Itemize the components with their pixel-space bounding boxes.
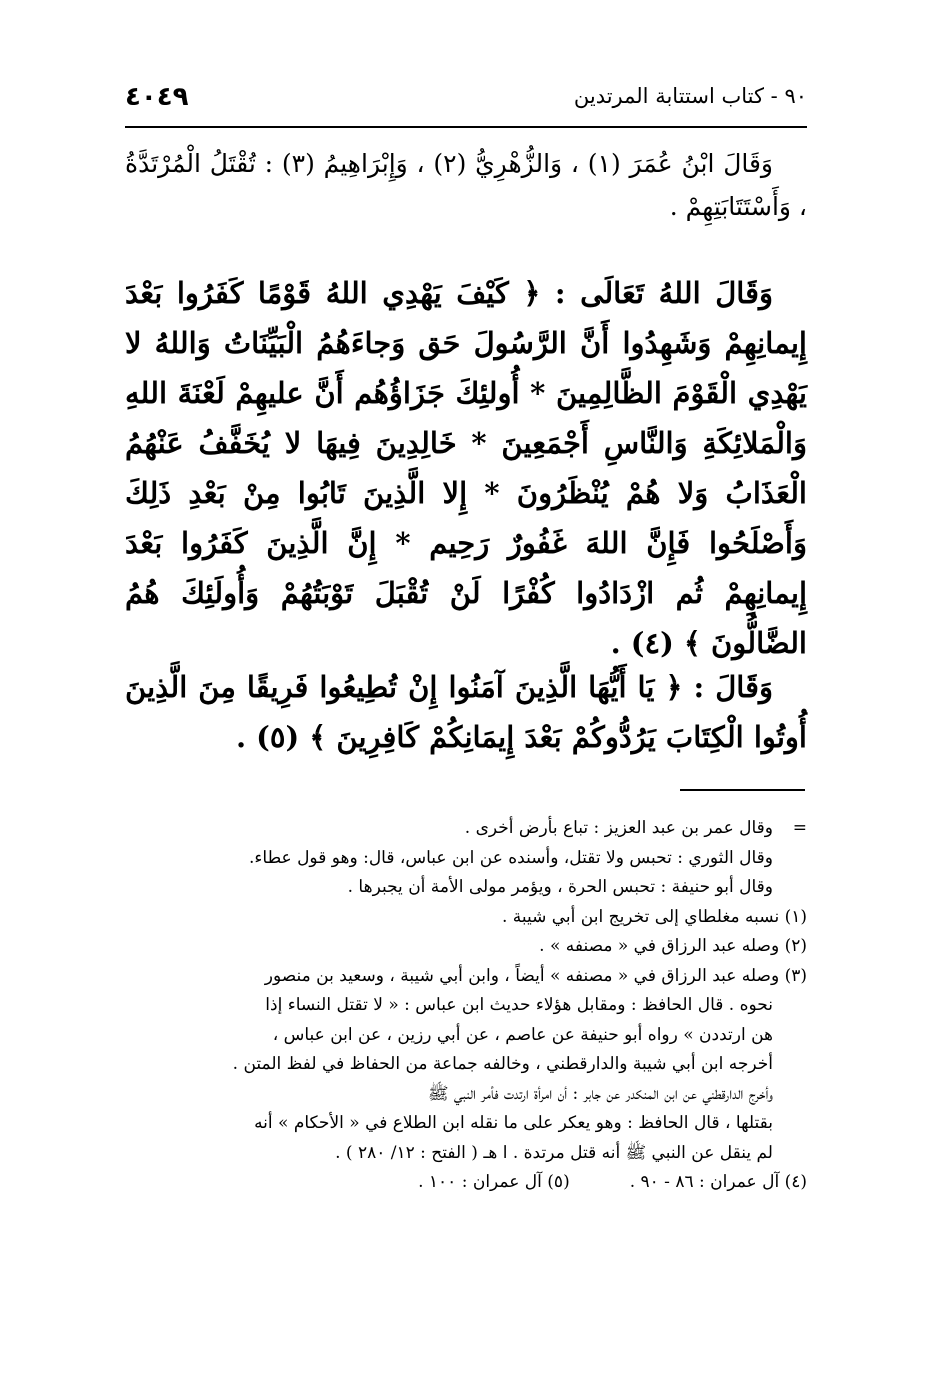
- footnote-3: (٣) وصله عبد الرزاق في « مصنفه » أيضاً ، وابن أبي شيبة ، وسعيد بن منصور: [264, 965, 807, 986]
- paragraph-narrations: [125, 142, 807, 228]
- header-rule: [125, 126, 807, 128]
- chapter-title: ٩٠ - كتاب استتابة المرتدين: [573, 84, 807, 108]
- paragraph-narrations-text: وَقَالَ ابْنُ عُمَرَ (١) ، وَالزُّهْرِيُّ (٢) ، وَإِبْرَاهِيمُ (٣) : تُقْتَلُ الْمُرْتَدَّةُ ، وَأَسْتَتَابَتِهِمْ .: [125, 149, 807, 221]
- footnote-rule: [680, 789, 805, 791]
- footnote-line: لم ينقل عن النبي ﷺ أنه قتل مرتدة . ا هـ ( الفتح : ١٢/ ٢٨٠ ) .: [335, 1142, 773, 1163]
- footnote-1: (١) نسبه مغلطاي إلى تخريج ابن أبي شيبة .: [501, 906, 807, 927]
- footnote-line: أخرجه ابن أبي شيبة والدارقطني ، وخالفه جماعة من الحفاظ في لفظ المتن .: [232, 1054, 773, 1074]
- footnote-line: [125, 814, 807, 844]
- footnote-4: (٤) آل عمران : ٨٦ - ٩٠ .: [629, 1172, 807, 1192]
- page-number: ٤٠٤٩: [125, 82, 189, 112]
- footnote-line: وأخرج الدارقطني عن ابن المنكدر عن جابر : أن امرأة ارتدت فأمر النبي ﷺ: [427, 1083, 773, 1104]
- footnote-text: وقال عمر بن عبد العزيز : تباع بأرض أخرى .: [464, 818, 773, 838]
- paragraph-quran-verses-1: [125, 268, 807, 668]
- footnote-line: هن ارتددن » رواه أبو حنيفة عن عاصم ، عن أبي رزين ، عن ابن عباس ،: [272, 1024, 773, 1045]
- footnote-2: (٢) وصله عبد الرزاق في « مصنفه » .: [539, 936, 807, 956]
- paragraph-quran-verses-2: [125, 662, 807, 762]
- continuation-mark: =: [792, 818, 807, 838]
- footnote-line: بقتلها ، قال الحافظ : وهو يعكر على ما نقله ابن الطلاع في « الأحكام » أنه: [254, 1113, 773, 1133]
- paragraph-quran-verses-1-text: وَقَالَ اللهُ تَعَالَى : ﴿ كَيْفَ يَهْدِي اللهُ قَوْمًا كَفَرُوا بَعْدَ إِيمانِهِمْ وَشَهِدُوا أَنَّ الرَّسُولَ حَق وَجاءَهُمُ الْبَيِّنَاتُ وَاللهُ لا يَهْدِي الْقَوْمَ الظَّالِمِينَ * أُولئِكَ جَزَاؤُهُم أَنَّ عليهِمْ لَعْنَةَ اللهِ وَالْمَلائِكَةِ وَالنَّاسِ أَجْمَعِينَ * خَالِدِينَ فِيهَا لا يُخَفَّفُ عَنْهُمُ الْعَذَابُ وَلا هُمْ يُنْظَرُونَ * إِلا الَّذِينَ تَابُوا مِنْ بَعْدِ ذَلِكَ وَأَصْلَحُوا فَإِنَّ اللهَ غَفُورٌ رَحِيم * إِنَّ الَّذِينَ كَفَرُوا بَعْدَ إِيمانِهِمْ ثُم ازْدَادُوا كُفْرًا لَنْ تُقْبَلَ تَوْبَتُهُمْ وَأُولَئِكَ هُمُ الضَّالُّونَ ﴾ (٤) .: [125, 276, 807, 660]
- page-header: [125, 84, 807, 124]
- footnote-line: وقال الثوري : تحبس ولا تقتل، وأسنده عن ابن عباس، قال: وهو قول عطاء.: [249, 847, 773, 868]
- footnotes: [125, 814, 807, 1198]
- footnote-4-5-line: [125, 1168, 807, 1198]
- footnote-line: نحوه . قال الحافظ : ومقابل هؤلاء حديث ابن عباس : « لا تقتل النساء إذا: [265, 995, 773, 1015]
- footnote-5: (٥) آل عمران : ١٠٠ .: [418, 1172, 570, 1192]
- paragraph-quran-verses-2-text: وَقَالَ : ﴿ يَا أَيُّهَا الَّذِينَ آمَنُوا إِنْ تُطِيعُوا فَرِيقًا مِنَ الَّذِينَ أُوتُوا الْكِتَابَ يَرُدُّوكُمْ بَعْدَ إِيمَانِكُمْ كَافِرِينَ ﴾ (٥) .: [125, 670, 807, 754]
- footnote-line: وقال أبو حنيفة : تحبس الحرة ، ويؤمر مولى الأمة أن يجبرها .: [347, 877, 773, 897]
